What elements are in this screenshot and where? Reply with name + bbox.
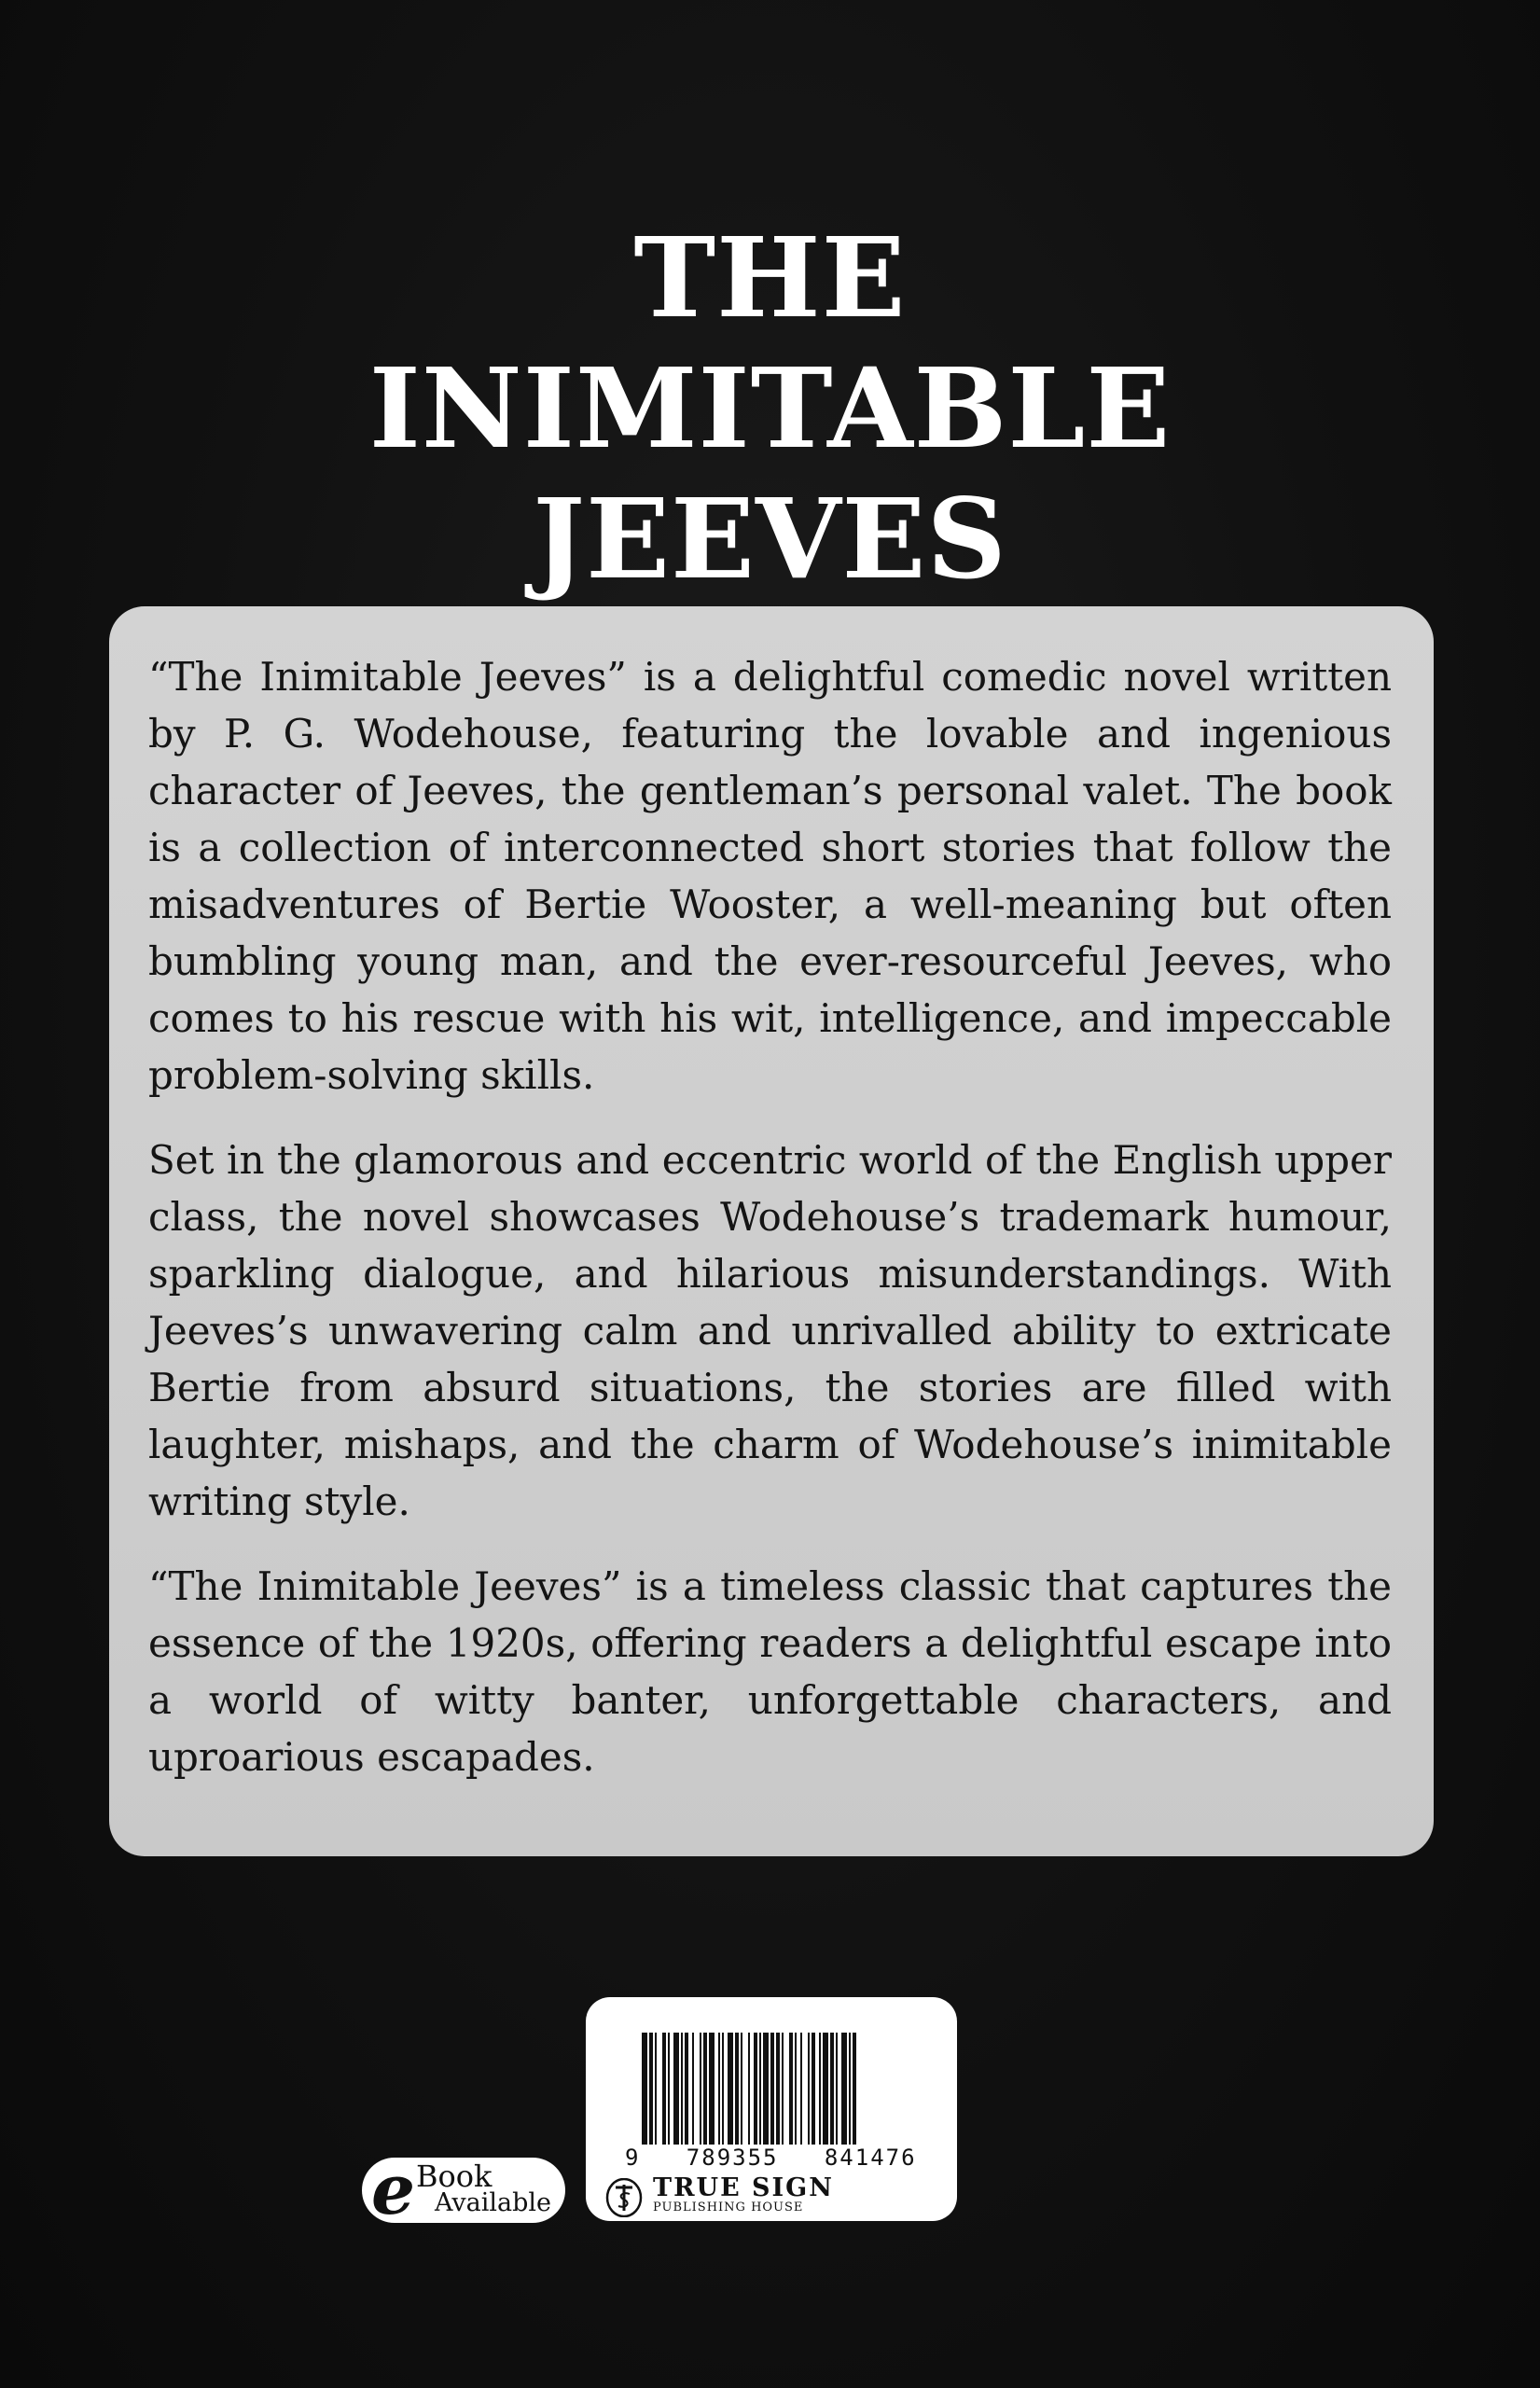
title-line-3: JEEVES [533, 474, 1007, 604]
publisher-name: TRUE SIGN [653, 2173, 834, 2202]
ebook-available-badge [362, 2150, 565, 2230]
barcode-panel [586, 1997, 957, 2221]
title-line-2: INIMITABLE [368, 343, 1172, 473]
publisher-logo [604, 2173, 940, 2219]
blurb-panel [109, 606, 1434, 1856]
true-sign-monogram-icon [604, 2178, 644, 2217]
ebook-label-line2: Available [435, 2188, 552, 2217]
publisher-subtitle: PUBLISHING HOUSE [653, 2201, 804, 2214]
book-title [0, 213, 1540, 604]
blurb-paragraph-1: “The Inimitable Jeeves” is a delightful comedic novel written by P. G. Wodehouse, featuring the lovable and ingenious character of Jeeves, the gentleman’s personal valet. The book is a collection of interconnected short stories that follow the misadventures of Bertie Wooster, a well-meaning but often bumbling young man, and the ever-resourceful Jeeves, who comes to his rescue with his wit, intelligence, and impeccable problem-solving skills. [148, 654, 1392, 1098]
ebook-e-icon: e [371, 2150, 416, 2230]
barcode-icon [642, 2033, 912, 2145]
ebook-label-line1: Book [416, 2159, 493, 2194]
title-line-1: THE [633, 213, 907, 342]
blurb-paragraph-3: “The Inimitable Jeeves” is a timeless classic that captures the essence of the 1920s, offering readers a delightful escape into a world of witty banter, unforgettable characters, and uproarious escapades. [148, 1563, 1392, 1780]
isbn-digits: 9 789355 841476 [625, 2145, 917, 2171]
blurb-paragraph-2: Set in the glamorous and eccentric world of the English upper class, the novel showcases Wodehouse’s trademark humour, sparkling dialogue, and hilarious misunderstandings. With Jeeves’s unwavering calm and unrivalled ability to extricate Bertie from absurd situations, the stories are filled with laughter, mishaps, and the charm of Wodehouse’s inimitable writing style. [148, 1137, 1392, 1524]
